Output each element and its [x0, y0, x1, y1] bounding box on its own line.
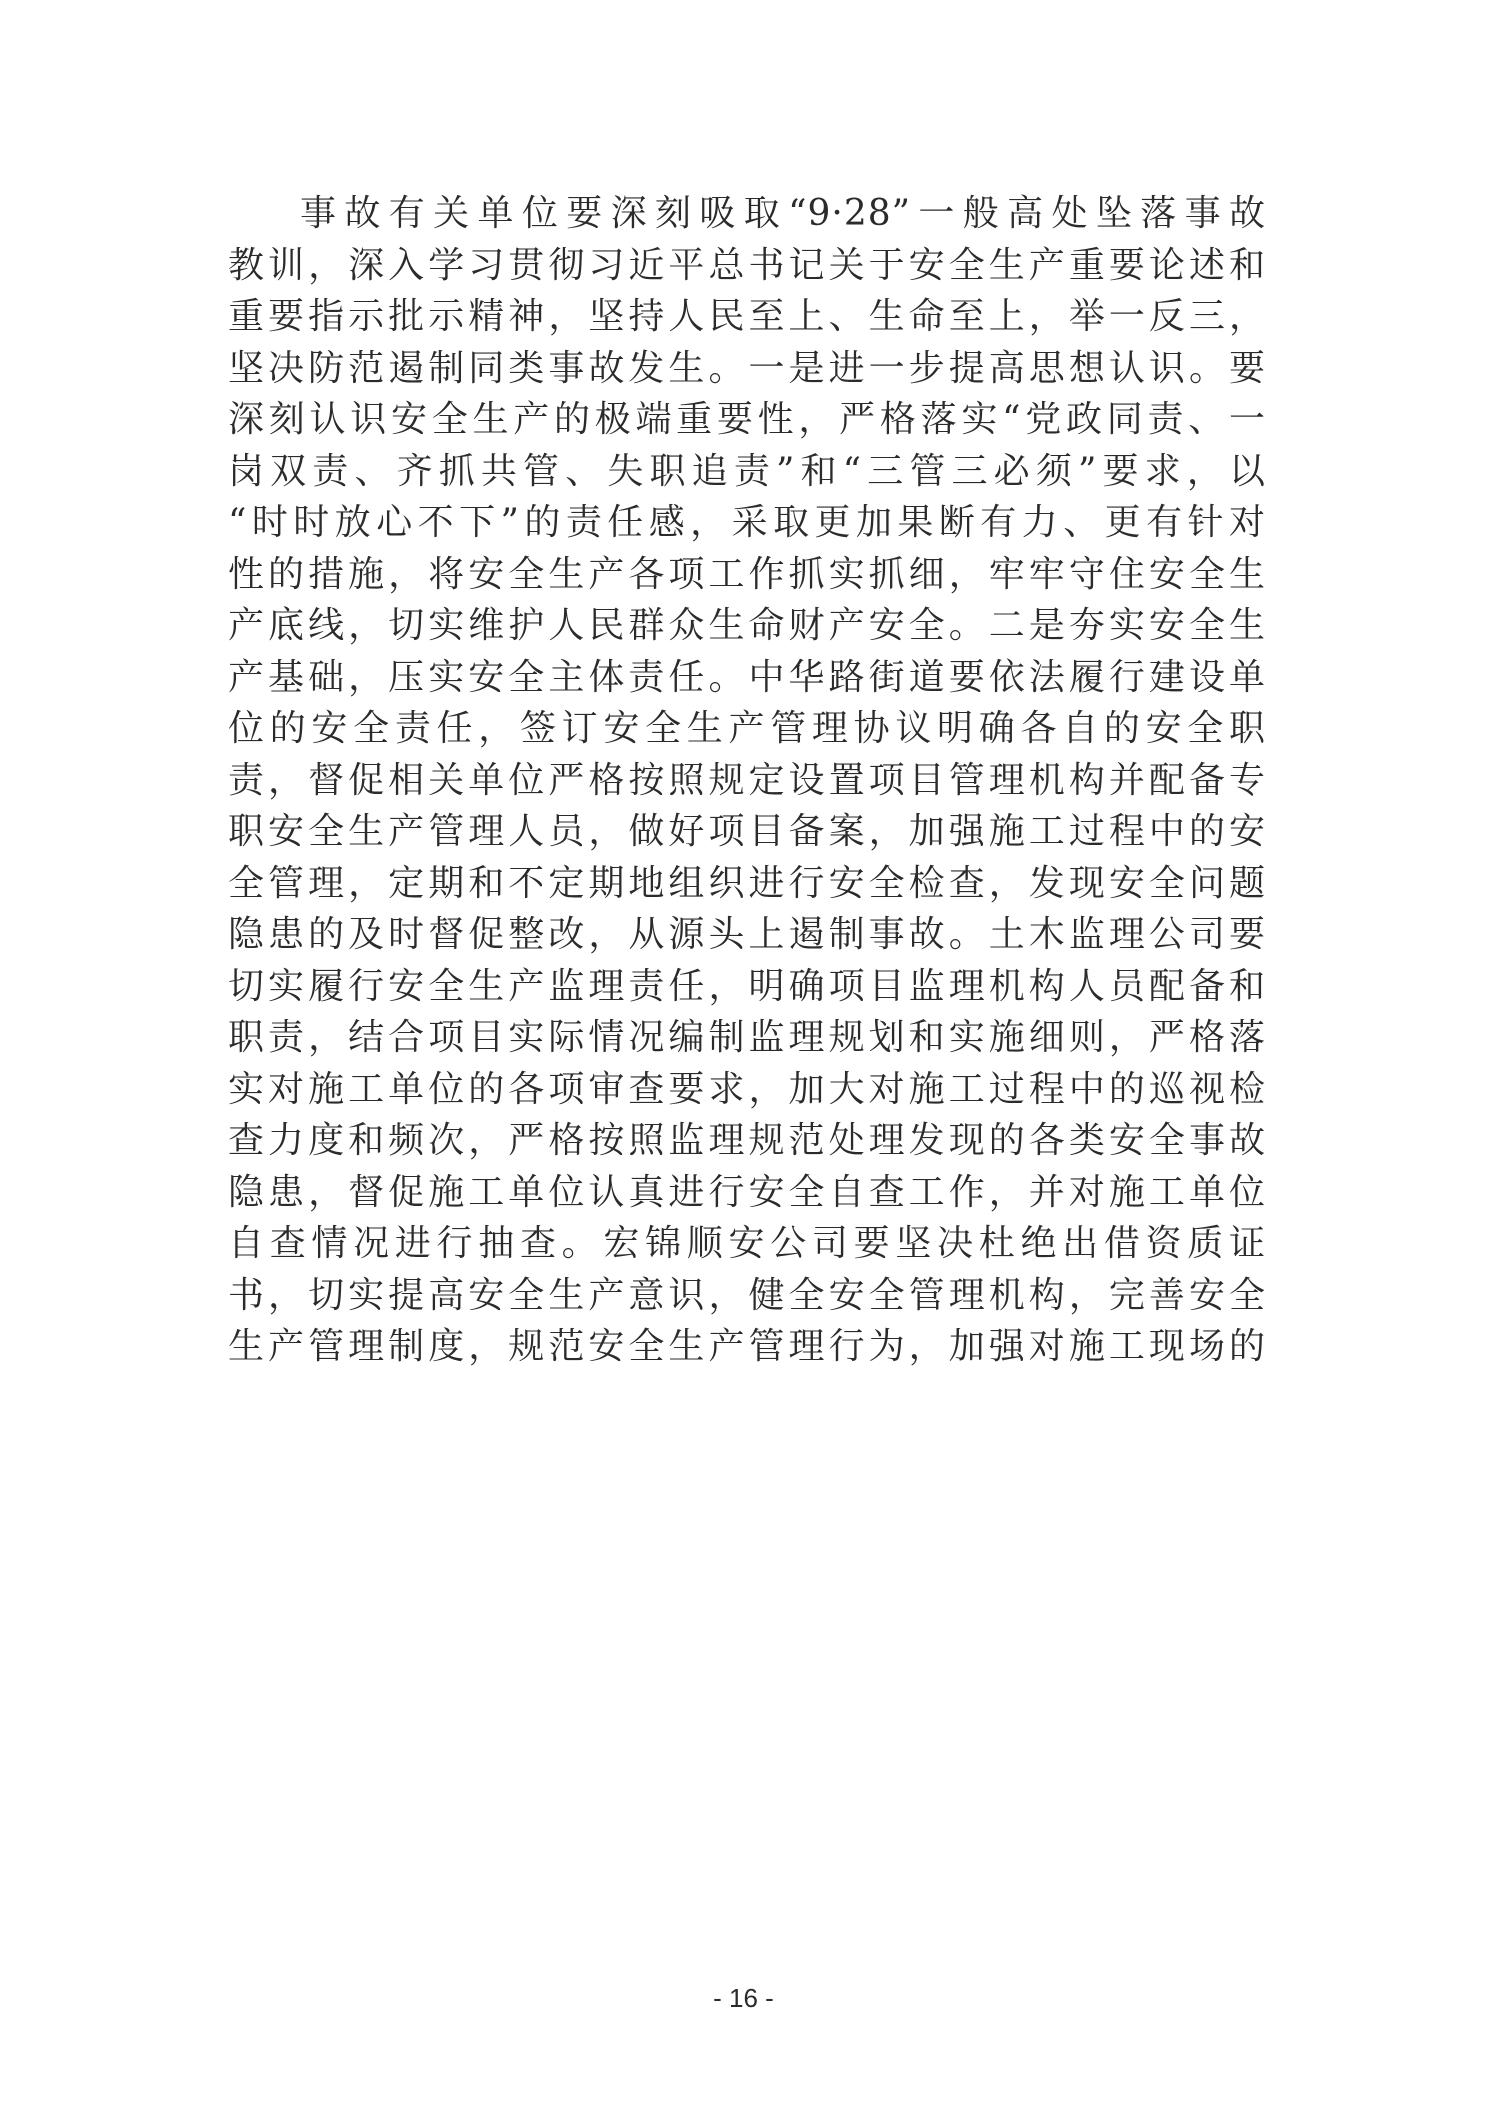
- text-line: 位的安全责任，签订安全生产管理协议明确各自的安全职: [228, 708, 1266, 749]
- text-line: 隐患，督促施工单位认真进行安全自查工作，并对施工单位: [228, 1171, 1266, 1213]
- text-line: 坚决防范遏制同类事故发生。一是进一步提高思想认识。要: [228, 347, 1266, 389]
- text-line: 性的措施，将安全生产各项工作抓实抓细，牢牢守住安全生: [228, 553, 1266, 595]
- text-line: 教训，深入学习贯彻习近平总书记关于安全生产重要论述和: [228, 244, 1266, 286]
- text-line: 事故有关单位要深刻吸取“9·28”一般高处坠落事故: [300, 193, 1266, 234]
- text-line: 隐患的及时督促整改，从源头上遏制事故。土木监理公司要: [228, 914, 1266, 955]
- text-line: 岗双责、齐抓共管、失职追责”和“三管三必须”要求，以: [228, 450, 1266, 492]
- text-line: 生产管理制度，规范安全生产管理行为，加强对施工现场的: [228, 1326, 1266, 1367]
- text-line: 职责，结合项目实际情况编制监理规划和实施细则，严格落: [228, 1017, 1266, 1058]
- text-line: 产基础，压实安全主体责任。中华路街道要依法履行建设单: [228, 656, 1266, 698]
- text-line: 深刻认识安全生产的极端重要性，严格落实“党政同责、一: [228, 399, 1266, 440]
- text-line: 查力度和频次，严格按照监理规范处理发现的各类安全事故: [228, 1120, 1266, 1161]
- text-line: “时时放心不下”的责任感，采取更加果断有力、更有针对: [228, 502, 1266, 543]
- text-line: 职安全生产管理人员，做好项目备案，加强施工过程中的安: [228, 811, 1266, 852]
- body-paragraph: [228, 188, 1266, 1373]
- text-line: 切实履行安全生产监理责任，明确项目监理机构人员配备和: [228, 965, 1266, 1007]
- text-line: 产底线，切实维护人民群众生命财产安全。二是夯实安全生: [228, 605, 1266, 646]
- text-line: 实对施工单位的各项审查要求，加大对施工过程中的巡视检: [228, 1068, 1266, 1110]
- text-line: 责，督促相关单位严格按照规定设置项目管理机构并配备专: [228, 759, 1266, 801]
- page-number: - 16 -: [713, 1983, 774, 2013]
- text-line: 全管理，定期和不定期地组织进行安全检查，发现安全问题: [228, 862, 1266, 904]
- text-line: 书，切实提高安全生产意识，健全安全管理机构，完善安全: [228, 1274, 1266, 1316]
- text-line: 自查情况进行抽查。宏锦顺安公司要坚决杜绝出借资质证: [228, 1223, 1266, 1264]
- text-line: 重要指示批示精神，坚持人民至上、生命至上，举一反三，: [228, 296, 1266, 337]
